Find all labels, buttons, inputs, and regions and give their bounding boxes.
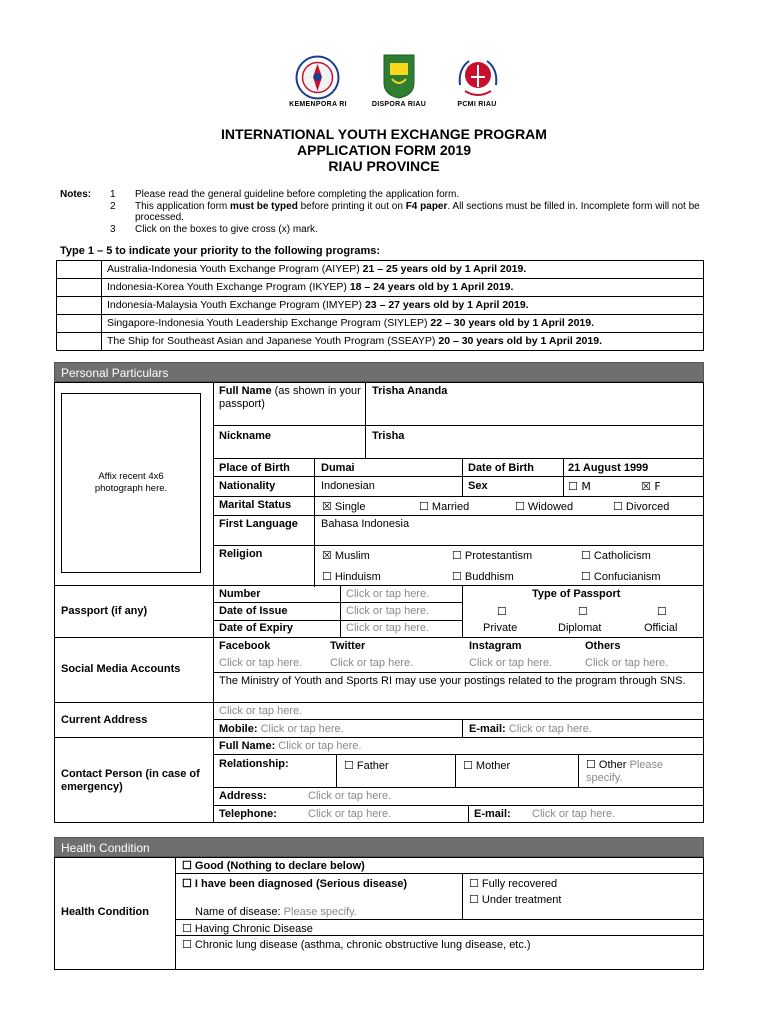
social-instagram-input[interactable]: Click or tap here.: [469, 657, 553, 669]
full-name-label: Full Name (as shown in your passport): [219, 385, 361, 410]
title-line-2: APPLICATION FORM 2019: [297, 142, 471, 158]
cp-email-label: E-mail:: [474, 808, 511, 820]
marital-label: Marital Status: [219, 499, 292, 511]
pcmi-logo: [455, 55, 501, 99]
social-twitter-input[interactable]: Click or tap here.: [330, 657, 414, 669]
contact-label: Contact Person (in case of emergency): [61, 768, 200, 793]
passport-official-label: Official: [644, 622, 678, 634]
telephone-input[interactable]: Click or tap here.: [308, 808, 392, 820]
passport-label: Passport (if any): [61, 605, 148, 617]
passport-issue-input[interactable]: Click or tap here.: [346, 605, 430, 617]
program-row: [57, 333, 704, 351]
photo-box[interactable]: [61, 393, 201, 573]
priority-input[interactable]: [57, 315, 102, 333]
nickname-label: Nickname: [219, 430, 271, 442]
mobile-input[interactable]: Click or tap here.: [260, 723, 344, 735]
kemenpora-emblem-icon: [295, 55, 340, 100]
dispora-logo: [382, 53, 416, 99]
social-facebook-label: Facebook: [219, 640, 271, 652]
religion-label: Religion: [219, 548, 263, 560]
nickname-value[interactable]: Trisha: [372, 430, 405, 442]
program-text: Australia-Indonesia Youth Exchange Program (AIYEP) 21 – 25 years old by 1 April 2019.: [102, 261, 704, 279]
cp-email-input[interactable]: Click or tap here.: [532, 808, 616, 820]
nationality-label: Nationality: [219, 480, 276, 492]
passport-official-checkbox[interactable]: ☐: [657, 606, 667, 618]
marital-widowed[interactable]: ☐ Widowed: [515, 501, 574, 513]
passport-diplomat-label: Diplomat: [558, 622, 602, 634]
religion-protestantism[interactable]: ☐ Protestantism: [452, 550, 533, 562]
passport-expiry-input[interactable]: Click or tap here.: [346, 622, 430, 634]
program-text: Indonesia-Korea Youth Exchange Program (IKYEP) 18 – 24 years old by 1 April 2019.: [102, 279, 704, 297]
health-good-checkbox[interactable]: ☐ Good (Nothing to declare below): [182, 860, 365, 872]
health-diagnosed-checkbox[interactable]: ☐ I have been diagnosed (Serious disease): [182, 878, 408, 890]
disease-name-input[interactable]: Please specify.: [283, 906, 357, 918]
note-text: Please read the general guideline before completing the application form.: [135, 189, 460, 200]
religion-buddhism[interactable]: ☐ Buddhism: [452, 571, 514, 583]
notes-label: Notes:: [60, 189, 92, 200]
address-input[interactable]: Click or tap here.: [219, 705, 303, 717]
health-chronic-checkbox[interactable]: ☐ Having Chronic Disease: [182, 923, 313, 935]
religion-hinduism[interactable]: ☐ Hinduism: [322, 571, 381, 583]
social-label: Social Media Accounts: [61, 663, 181, 675]
social-facebook-input[interactable]: Click or tap here.: [219, 657, 303, 669]
telephone-label: Telephone:: [219, 808, 277, 820]
program-text: Singapore-Indonesia Youth Leadership Exchange Program (SIYLEP) 22 – 30 years old by 1 April 2019.: [102, 315, 704, 333]
passport-diplomat-checkbox[interactable]: ☐: [578, 606, 588, 618]
religion-catholicism[interactable]: ☐ Catholicism: [581, 550, 651, 562]
mobile-field: Mobile: Click or tap here.: [219, 723, 344, 735]
relationship-label: Relationship:: [219, 758, 289, 770]
program-row: [57, 315, 704, 333]
priority-input[interactable]: [57, 279, 102, 297]
passport-type-label: Type of Passport: [532, 588, 621, 600]
sex-m-checkbox[interactable]: ☐ M: [568, 480, 591, 493]
note-text: Click on the boxes to give cross (x) mark.: [135, 224, 318, 235]
email-input[interactable]: Click or tap here.: [508, 723, 592, 735]
health-recovered-checkbox[interactable]: ☐ Fully recovered: [469, 878, 558, 890]
program-text: Indonesia-Malaysia Youth Exchange Program (IMYEP) 23 – 27 years old by 1 April 2019.: [102, 297, 704, 315]
logo-label: DISPORA RIAU: [371, 101, 427, 108]
marital-single[interactable]: ☒ Single: [322, 501, 366, 513]
health-treatment-checkbox[interactable]: ☐ Under treatment: [469, 894, 562, 906]
passport-private-checkbox[interactable]: ☐: [497, 606, 507, 618]
dob-label: Date of Birth: [468, 462, 534, 474]
health-lung-checkbox[interactable]: ☐ Chronic lung disease (asthma, chronic obstructive lung disease, etc.): [182, 939, 531, 951]
priority-input[interactable]: [57, 333, 102, 351]
photo-text: Affix recent 4x6 photograph here.: [94, 471, 168, 494]
health-section-header: Health Condition: [54, 837, 704, 857]
rel-father-checkbox[interactable]: ☐ Father: [344, 760, 389, 772]
programs-table: [56, 260, 704, 351]
language-label: First Language: [219, 518, 298, 530]
program-row: [57, 297, 704, 315]
email-field: E-mail: Click or tap here.: [469, 723, 592, 735]
passport-issue-label: Date of Issue: [219, 605, 288, 617]
rel-other-checkbox[interactable]: ☐ Other Please specify.: [586, 759, 664, 784]
title-line-3: RIAU PROVINCE: [328, 158, 440, 174]
priority-input[interactable]: [57, 261, 102, 279]
personal-section-header: Personal Particulars: [54, 362, 704, 382]
social-instagram-label: Instagram: [469, 640, 522, 652]
sex-label: Sex: [468, 480, 488, 492]
note-number: 3: [110, 224, 116, 235]
address-label: Current Address: [61, 714, 148, 726]
programs-heading: Type 1 – 5 to indicate your priority to the following programs:: [60, 245, 381, 257]
religion-confucianism[interactable]: ☐ Confucianism: [581, 571, 661, 583]
kemenpora-logo: [295, 55, 340, 100]
dob-value[interactable]: 21 August 1999: [568, 462, 649, 474]
language-value[interactable]: Bahasa Indonesia: [321, 518, 410, 530]
dispora-shield-icon: [382, 53, 416, 99]
marital-divorced[interactable]: ☐ Divorced: [613, 501, 670, 513]
program-row: [57, 261, 704, 279]
passport-number-input[interactable]: Click or tap here.: [346, 588, 430, 600]
sns-note: The Ministry of Youth and Sports RI may use your postings related to the program through SNS.: [219, 675, 686, 687]
cp-address-input[interactable]: Click or tap here.: [308, 790, 392, 802]
social-others-label: Others: [585, 640, 621, 652]
title-line-1: INTERNATIONAL YOUTH EXCHANGE PROGRAM: [221, 126, 547, 142]
logo-label: PCMI RIAU: [457, 101, 497, 108]
pob-label: Place of Birth: [219, 462, 290, 474]
logo-label: KEMENPORA RI: [289, 101, 347, 108]
note-text: This application form must be typed before printing it out on F4 paper. All sections must be filled in. Incomplete form will not be processed.: [135, 201, 700, 223]
sex-f-checkbox[interactable]: ☒ F: [641, 480, 661, 493]
marital-married[interactable]: ☐ Married: [419, 501, 470, 513]
cp-fullname-field: Full Name: Click or tap here.: [219, 740, 362, 752]
note-number: 1: [110, 189, 116, 200]
nationality-value[interactable]: Indonesian: [321, 480, 375, 492]
rel-mother-checkbox[interactable]: ☐ Mother: [463, 760, 511, 772]
pob-value[interactable]: Dumai: [321, 462, 355, 474]
program-text: The Ship for Southeast Asian and Japanese Youth Program (SSEAYP) 20 – 30 years old by 1 April 2019.: [102, 333, 704, 351]
full-name-value[interactable]: Trisha Ananda: [372, 385, 448, 397]
note-number: 2: [110, 201, 116, 212]
disease-name-field: Name of disease: Please specify.: [195, 906, 357, 918]
social-others-input[interactable]: Click or tap here.: [585, 657, 669, 669]
cp-address-label: Address:: [219, 790, 267, 802]
religion-muslim[interactable]: ☒ Muslim: [322, 550, 370, 562]
priority-input[interactable]: [57, 297, 102, 315]
passport-expiry-label: Date of Expiry: [219, 622, 293, 634]
social-twitter-label: Twitter: [330, 640, 366, 652]
pcmi-emblem-icon: [455, 55, 501, 99]
health-row-label: Health Condition: [61, 906, 149, 918]
passport-private-label: Private: [483, 622, 518, 634]
cp-fullname-input[interactable]: Click or tap here.: [278, 740, 362, 752]
passport-number-label: Number: [219, 588, 261, 600]
program-row: [57, 279, 704, 297]
